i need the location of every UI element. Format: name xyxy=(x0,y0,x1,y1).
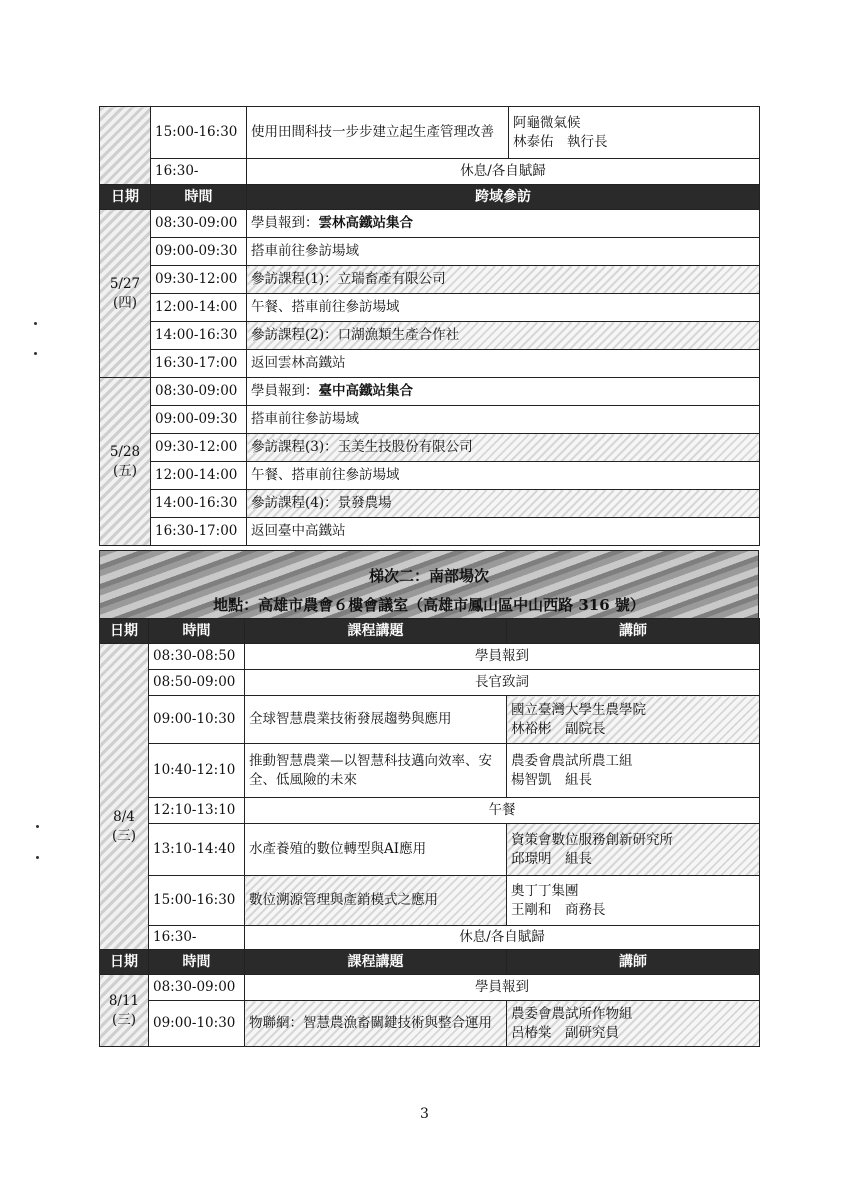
time-cell: 12:00-14:00 xyxy=(151,462,247,490)
time-cell: 16:30- xyxy=(149,926,245,950)
schedule-table-visits xyxy=(99,106,760,546)
activity-cell: 參訪課程(3)：玉美生技股份有限公司 xyxy=(247,434,760,462)
header-date: 日期 xyxy=(100,619,149,644)
activity-cell: 參訪課程(1)：立瑞畜產有限公司 xyxy=(247,266,760,294)
time-cell: 08:30-09:00 xyxy=(151,210,247,238)
table-row xyxy=(100,744,760,798)
speaker-cell: 國立臺灣大學生農學院 林裕彬 副院長 xyxy=(507,696,760,744)
table-row xyxy=(100,266,760,294)
table-row xyxy=(100,322,760,350)
speaker-cell: 奧丁丁集團 王剛和 商務長 xyxy=(507,876,760,926)
speaker-cell: 農委會農試所作物組 呂椿棠 副研究員 xyxy=(507,1001,760,1047)
table-row xyxy=(100,378,760,406)
scan-speck xyxy=(34,322,37,325)
topic-cell: 全球智慧農業技術發展趨勢與應用 xyxy=(245,696,507,744)
table-row xyxy=(100,824,760,876)
header-speaker: 講師 xyxy=(507,619,760,644)
activity-cell: 學員報到：雲林高鐵站集合 xyxy=(247,210,760,238)
table-row xyxy=(100,294,760,322)
activity-cell: 學員報到：臺中高鐵站集合 xyxy=(247,378,760,406)
page-number: 3 xyxy=(420,1106,429,1122)
speaker-cell: 資策會數位服務創新研究所 邱璟明 組長 xyxy=(507,824,760,876)
table-row xyxy=(100,518,760,546)
time-cell: 09:00-10:30 xyxy=(149,1001,245,1047)
header-topic: 課程講題 xyxy=(245,950,507,975)
topic-cell: 使用田間科技一步步建立起生產管理改善 xyxy=(247,107,509,159)
activity-cell: 返回雲林高鐵站 xyxy=(247,350,760,378)
date-cell xyxy=(100,107,151,185)
note-cell: 長官致詞 xyxy=(245,670,760,696)
table-header-row xyxy=(100,185,760,210)
table-row xyxy=(100,1001,760,1047)
speaker-cell: 農委會農試所農工組 楊智凱 組長 xyxy=(507,744,760,798)
time-cell: 09:00-10:30 xyxy=(149,696,245,744)
activity-cell: 返回臺中高鐵站 xyxy=(247,518,760,546)
speaker-cell: 阿龜微氣候 林泰佑 執行長 xyxy=(509,107,760,159)
header-visit-title: 跨域參訪 xyxy=(247,185,760,210)
topic-cell: 推動智慧農業—以智慧科技邁向效率、安全、低風險的未來 xyxy=(245,744,507,798)
header-date: 日期 xyxy=(100,185,151,210)
session-banner xyxy=(99,550,759,620)
time-cell: 15:00-16:30 xyxy=(151,107,247,159)
time-cell: 10:40-12:10 xyxy=(149,744,245,798)
time-cell: 16:30-17:00 xyxy=(151,518,247,546)
time-cell: 08:30-08:50 xyxy=(149,644,245,670)
time-cell: 08:30-09:00 xyxy=(151,378,247,406)
note-cell: 午餐 xyxy=(245,798,760,824)
time-cell: 09:30-12:00 xyxy=(151,266,247,294)
table-row xyxy=(100,159,760,185)
table-row xyxy=(100,798,760,824)
time-cell: 08:30-09:00 xyxy=(149,975,245,1001)
table-row xyxy=(100,876,760,926)
header-time: 時間 xyxy=(149,619,245,644)
activity-cell: 搭車前往參訪場域 xyxy=(247,238,760,266)
table-row xyxy=(100,490,760,518)
note-cell: 學員報到 xyxy=(245,644,760,670)
activity-cell: 午餐、搭車前往參訪場域 xyxy=(247,294,760,322)
time-cell: 16:30-17:00 xyxy=(151,350,247,378)
time-cell: 09:30-12:00 xyxy=(151,434,247,462)
time-cell: 12:00-14:00 xyxy=(151,294,247,322)
scan-speck xyxy=(34,352,37,355)
table-row xyxy=(100,670,760,696)
time-cell: 14:00-16:30 xyxy=(151,490,247,518)
scan-speck xyxy=(36,856,39,859)
activity-cell: 午餐、搭車前往參訪場域 xyxy=(247,462,760,490)
topic-cell: 水產養殖的數位轉型與AI應用 xyxy=(245,824,507,876)
time-cell: 09:00-09:30 xyxy=(151,238,247,266)
table-row xyxy=(100,434,760,462)
activity-cell: 搭車前往參訪場域 xyxy=(247,406,760,434)
topic-cell: 數位溯源管理與產銷模式之應用 xyxy=(245,876,507,926)
table-header-row xyxy=(100,950,760,975)
time-cell: 13:10-14:40 xyxy=(149,824,245,876)
date-cell: 5/28 (五) xyxy=(100,378,151,546)
time-cell: 15:00-16:30 xyxy=(149,876,245,926)
table-row xyxy=(100,107,760,159)
note-cell: 學員報到 xyxy=(245,975,760,1001)
date-cell: 8/11 (三) xyxy=(100,975,149,1047)
header-topic: 課程講題 xyxy=(245,619,507,644)
schedule-table-courses xyxy=(99,618,760,1047)
topic-cell: 物聯網：智慧農漁畜關鍵技術與整合運用 xyxy=(245,1001,507,1047)
banner-title: 梯次二：南部場次 xyxy=(368,567,489,585)
header-date: 日期 xyxy=(100,950,149,975)
table-header-row xyxy=(100,619,760,644)
header-speaker: 講師 xyxy=(507,950,760,975)
date-cell: 8/4 (三) xyxy=(100,644,149,950)
note-cell: 休息/各自賦歸 xyxy=(247,159,760,185)
table-row xyxy=(100,975,760,1001)
activity-cell: 參訪課程(2)：口湖漁類生產合作社 xyxy=(247,322,760,350)
activity-cell: 參訪課程(4)：景發農場 xyxy=(247,490,760,518)
time-cell: 14:00-16:30 xyxy=(151,322,247,350)
time-cell: 16:30- xyxy=(151,159,247,185)
table-row xyxy=(100,462,760,490)
table-row xyxy=(100,210,760,238)
note-cell: 休息/各自賦歸 xyxy=(245,926,760,950)
time-cell: 08:50-09:00 xyxy=(149,670,245,696)
time-cell: 12:10-13:10 xyxy=(149,798,245,824)
table-row xyxy=(100,406,760,434)
table-row xyxy=(100,926,760,950)
time-cell: 09:00-09:30 xyxy=(151,406,247,434)
table-row xyxy=(100,350,760,378)
date-cell: 5/27 (四) xyxy=(100,210,151,378)
table-row xyxy=(100,696,760,744)
scan-speck xyxy=(36,825,39,828)
table-row xyxy=(100,644,760,670)
table-row xyxy=(100,238,760,266)
banner-location: 地點：高雄市農會６樓會議室（高雄市鳳山區中山西路 316 號） xyxy=(213,596,645,614)
header-time: 時間 xyxy=(151,185,247,210)
header-time: 時間 xyxy=(149,950,245,975)
